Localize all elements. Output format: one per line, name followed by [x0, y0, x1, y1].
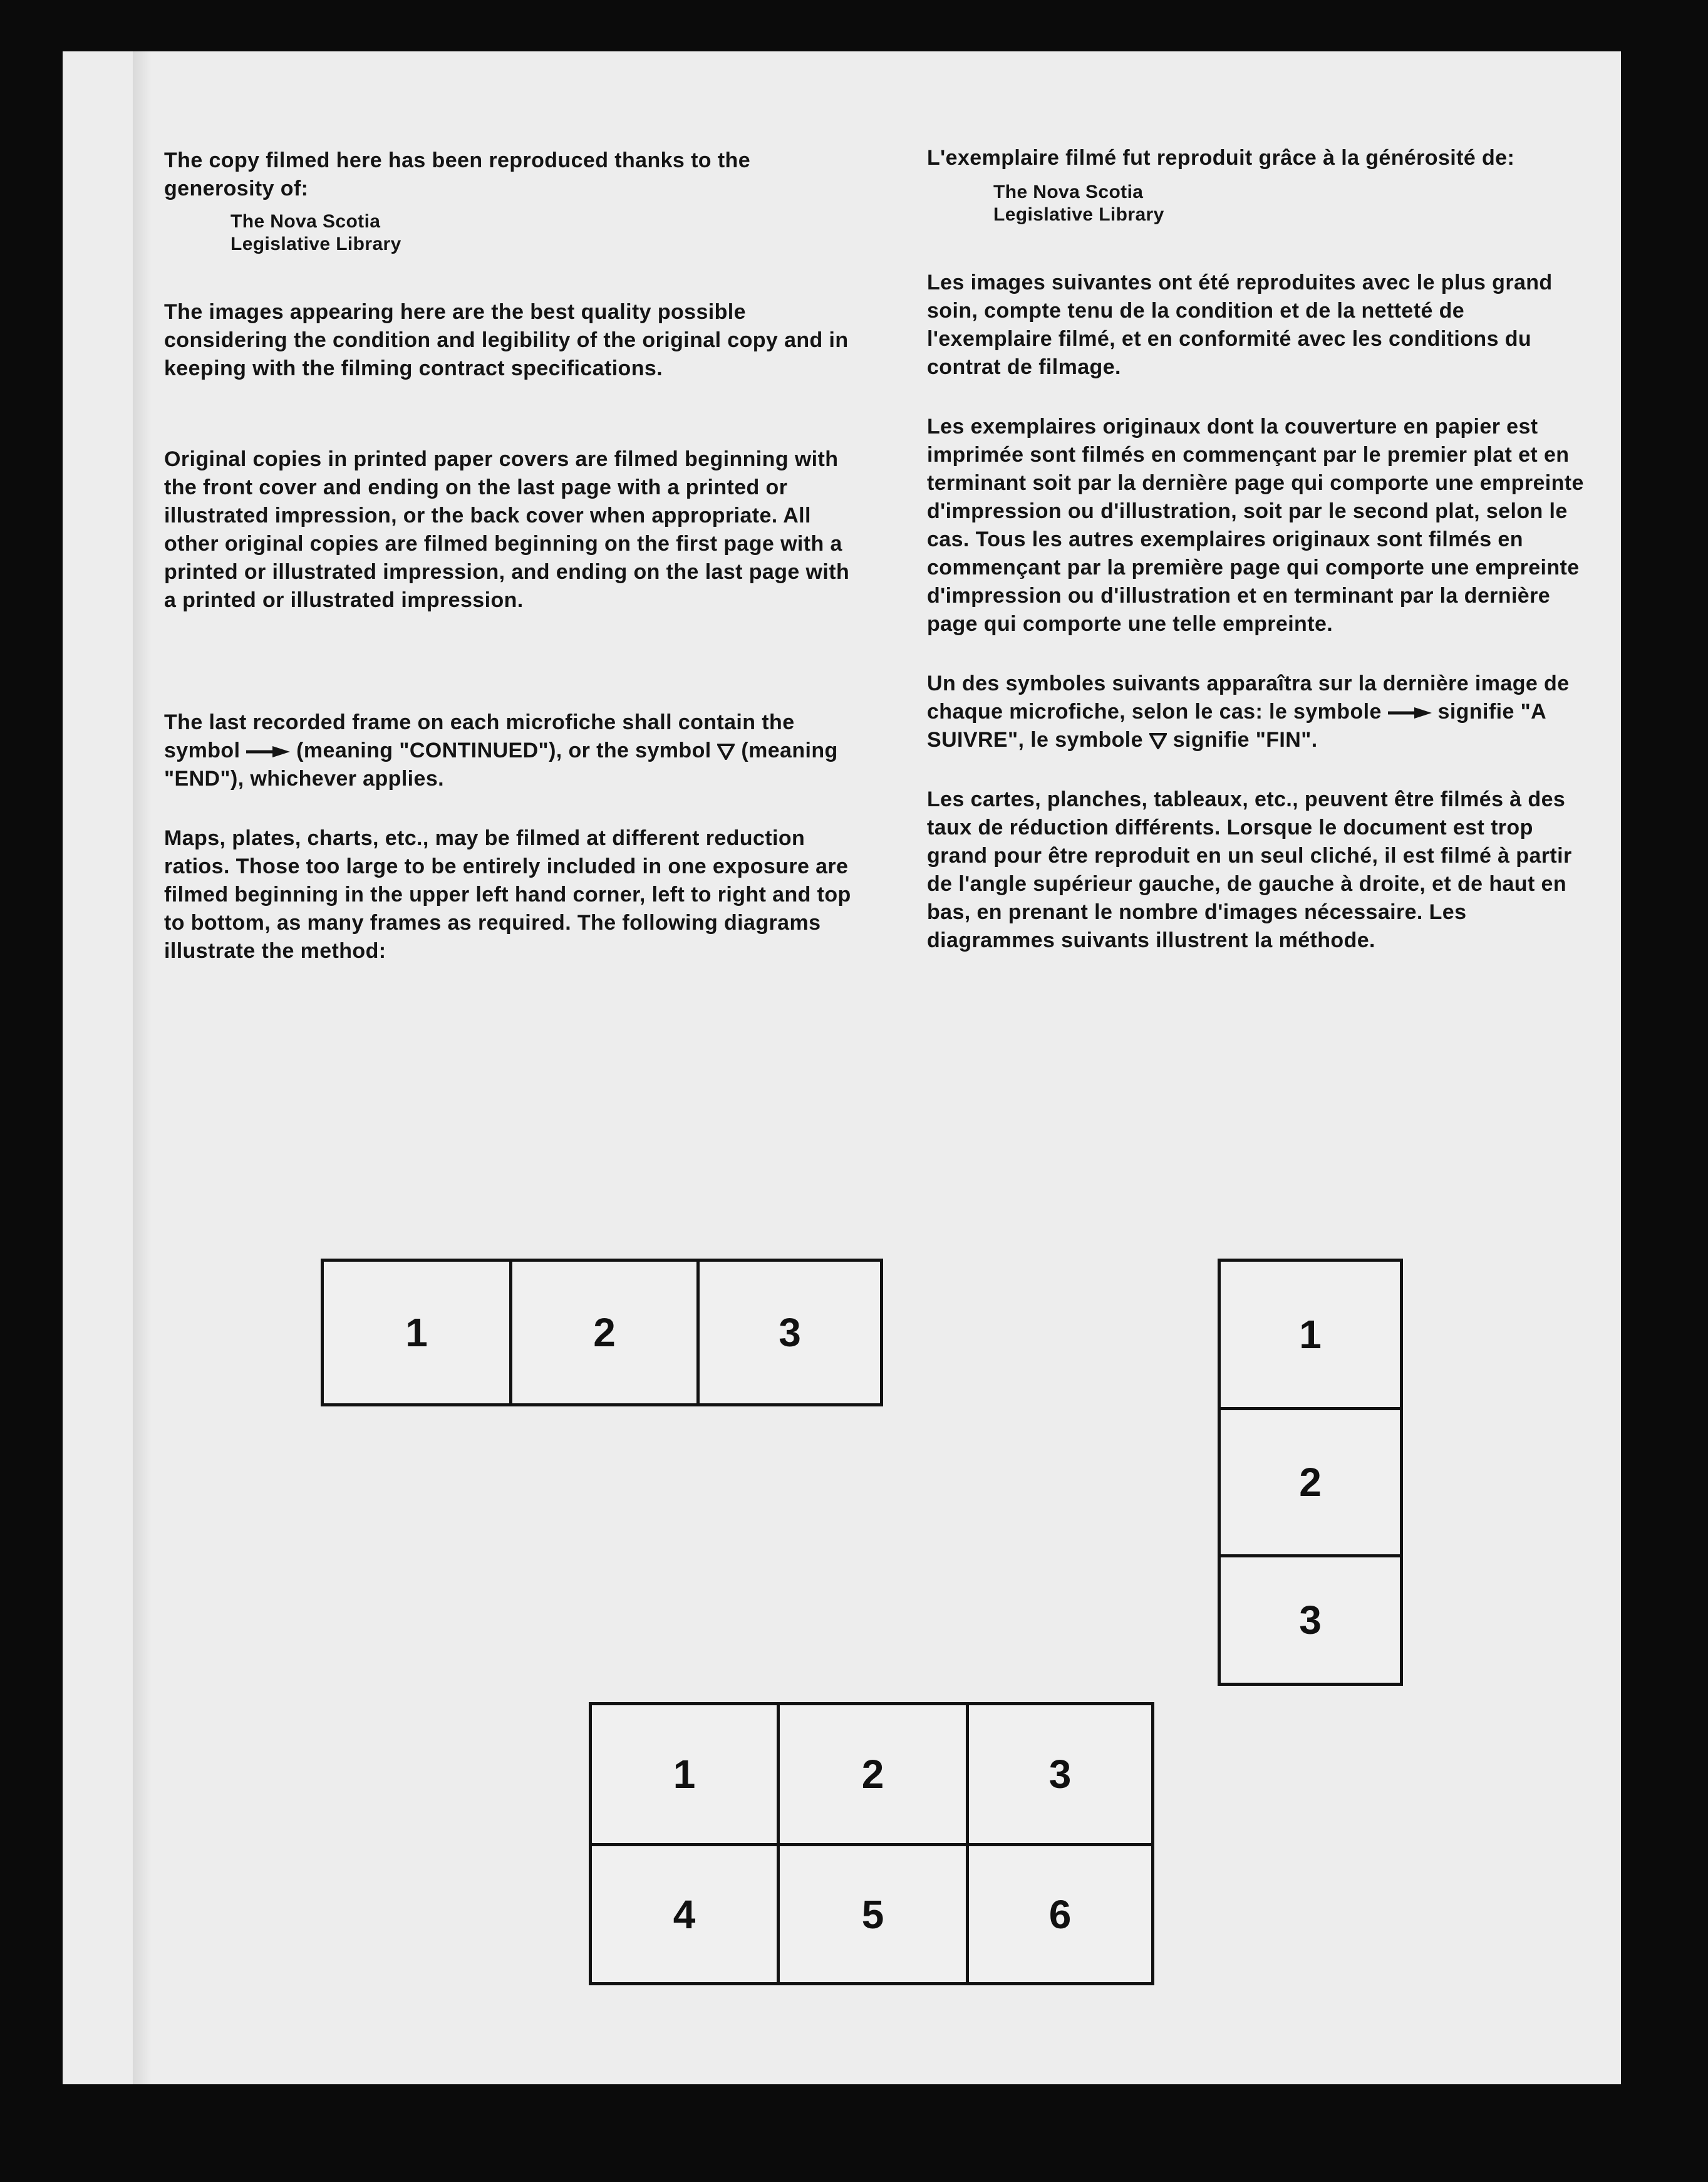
- en-covers-paragraph: Original copies in printed paper covers are filmed beginning with the front cover and ending on the last page with a printed or illustrated impression, or the back cover when appropriate. All other original copies are filmed beginning on the first page with a printed or illustrated impression, and ending on the last page with a printed or illustrated impression.: [164, 447, 850, 612]
- fr-symbols-text-c: signifie "FIN".: [1172, 728, 1318, 752]
- en-library-line1: The Nova Scotia: [230, 211, 381, 232]
- page-fold-shadow: [133, 51, 152, 2084]
- fr-symbols-paragraph: [927, 670, 1591, 754]
- frame-cell: 5: [780, 1846, 969, 1982]
- fr-maps-paragraph: Les cartes, planches, tableaux, etc., peuvent être filmés à des taux de réduction différents. Lorsque le document est trop grand pour être reproduit en un seul cliché, il est filmé à partir de l'angle supérieur gauche, de gauche à droite, et de haut en bas, en prenant le nombre d'images nécessaire. Les diagrammes suivants illustrent la méthode.: [927, 787, 1572, 952]
- diagram-grid: [589, 1702, 1154, 1985]
- fr-symbols-text-b: signifie "A SUIVRE", le symbole: [927, 700, 1546, 752]
- en-symbols-text-b: (meaning "CONTINUED"), or the symbol: [296, 739, 712, 762]
- frame-cell: 2: [1221, 1407, 1400, 1554]
- fr-symbols-text-a: Un des symboles suivants apparaîtra sur la dernière image de chaque microfiche, selon le cas: le symbole: [927, 672, 1570, 724]
- en-library-name: [164, 210, 853, 256]
- fr-library-line2: Legislative Library: [993, 204, 1164, 225]
- diagram-horizontal-strip: [321, 1259, 883, 1406]
- fr-intro: L'exemplaire filmé fut reproduit grâce à la générosité de:: [927, 146, 1515, 170]
- fr-library-name: [927, 181, 1591, 226]
- fr-quality-paragraph: Les images suivantes ont été reproduites avec le plus grand soin, compte tenu de la condition et de la netteté de l'exemplaire filmé, et en conformité avec les conditions du contrat de filmage.: [927, 271, 1553, 379]
- en-maps-paragraph: Maps, plates, charts, etc., may be filmed at different reduction ratios. Those too large to be entirely included in one exposure are filmed beginning in the upper left hand corner, left to right and top to bottom, as many frames as required. The following diagrams illustrate the method:: [164, 826, 851, 963]
- frame-cell: 3: [1221, 1554, 1400, 1683]
- page-sheet: [63, 51, 1621, 2084]
- end-triangle-icon: [717, 744, 735, 760]
- suivre-arrow-icon: [1388, 707, 1432, 719]
- frame-cell: 4: [592, 1846, 780, 1982]
- en-library-line2: Legislative Library: [230, 234, 401, 254]
- frame-cell: 1: [1299, 1312, 1322, 1357]
- fin-triangle-icon: [1149, 733, 1167, 749]
- en-quality-paragraph: The images appearing here are the best quality possible considering the condition and legibility of the original copy and in keeping with the filming contract specifications.: [164, 300, 849, 380]
- en-symbols-text-c: (meaning "END"), whichever applies.: [164, 739, 838, 791]
- frame-cell: 1: [592, 1705, 780, 1846]
- en-symbols-paragraph: [164, 709, 853, 793]
- frame-cell: 6: [1048, 1891, 1072, 1937]
- french-column: [927, 144, 1591, 955]
- diagram-vertical-strip: [1218, 1259, 1403, 1686]
- fr-library-line1: The Nova Scotia: [993, 182, 1144, 202]
- fr-covers-paragraph: Les exemplaires originaux dont la couverture en papier est imprimée sont filmés en commençant par le premier plat et en terminant soit par la dernière page qui comporte une empreinte d'impression ou d'illustration, soit par le second plat, selon le cas. Tous les autres exemplaires originaux sont filmés en commençant par la première page qui comporte une empreinte d'impression ou d'illustration et en terminant par la dernière page qui comporte une telle empreinte.: [927, 415, 1584, 636]
- english-column: [164, 147, 853, 965]
- en-intro: The copy filmed here has been reproduced thanks to the generosity of:: [164, 148, 751, 200]
- continued-arrow-icon: [246, 746, 290, 758]
- frame-cell: 2: [509, 1262, 696, 1403]
- frame-cell: 3: [696, 1262, 880, 1403]
- frame-cell: 1: [405, 1310, 428, 1355]
- frame-cell: 3: [969, 1705, 1151, 1846]
- en-symbols-text-a: The last recorded frame on each microfiche shall contain the symbol: [164, 710, 795, 762]
- frame-cell: 2: [780, 1705, 969, 1846]
